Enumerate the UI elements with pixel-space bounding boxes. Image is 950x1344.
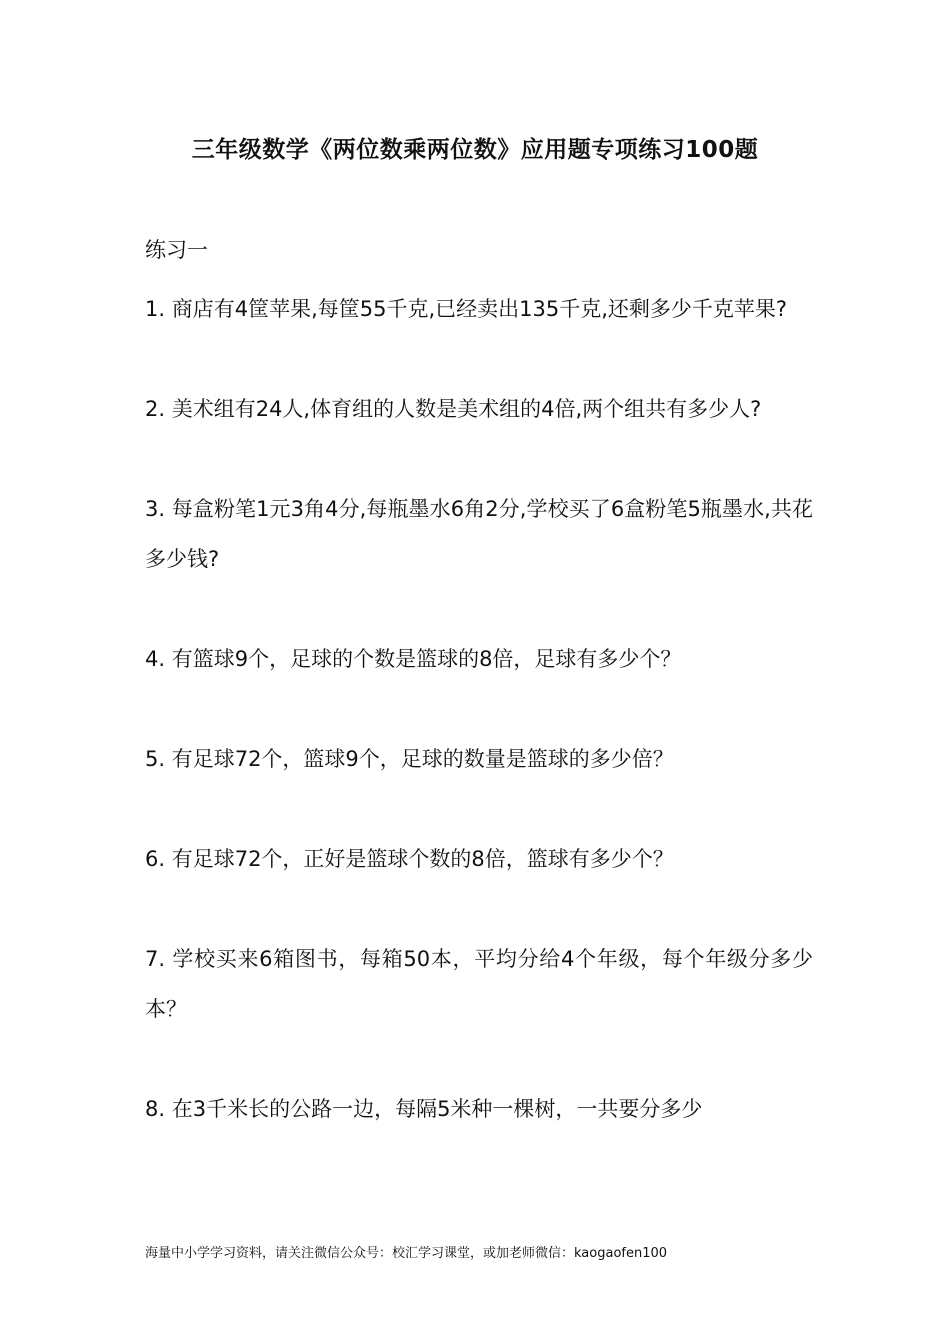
document-title: 三年级数学《两位数乘两位数》应用题专项练习100题 bbox=[191, 137, 759, 163]
question-2: 2. 美术组有24人,体育组的人数是美术组的4倍,两个组共有多少人? bbox=[145, 397, 762, 421]
question-1: 1. 商店有4筐苹果,每筐55千克,已经卖出135千克,还剩多少千克苹果? bbox=[145, 297, 788, 321]
page-footer: 海量中小学学习资料，请关注微信公众号：校汇学习课堂，或加老师微信：kaogaofen100 bbox=[145, 1246, 668, 1261]
question-list bbox=[145, 284, 813, 1134]
question-6: 6. 有足球72个，正好是篮球个数的8倍，篮球有多少个？ bbox=[145, 847, 674, 871]
question-5: 5. 有足球72个，篮球9个，足球的数量是篮球的多少倍？ bbox=[145, 747, 674, 771]
question-3: 3. 每盒粉笔1元3角4分,每瓶墨水6角2分,学校买了6盒粉笔5瓶墨水,共花多少钱? bbox=[145, 497, 813, 571]
question-4: 4. 有篮球9个，足球的个数是篮球的8倍，足球有多少个？ bbox=[145, 647, 682, 671]
section-title: 练习一 bbox=[145, 238, 208, 262]
question-7: 7. 学校买来6箱图书，每箱50本，平均分给4个年级，每个年级分多少本？ bbox=[145, 947, 813, 1021]
question-8: 8. 在3千米长的公路一边，每隔5米种一棵树，一共要分多少 bbox=[145, 1097, 703, 1121]
